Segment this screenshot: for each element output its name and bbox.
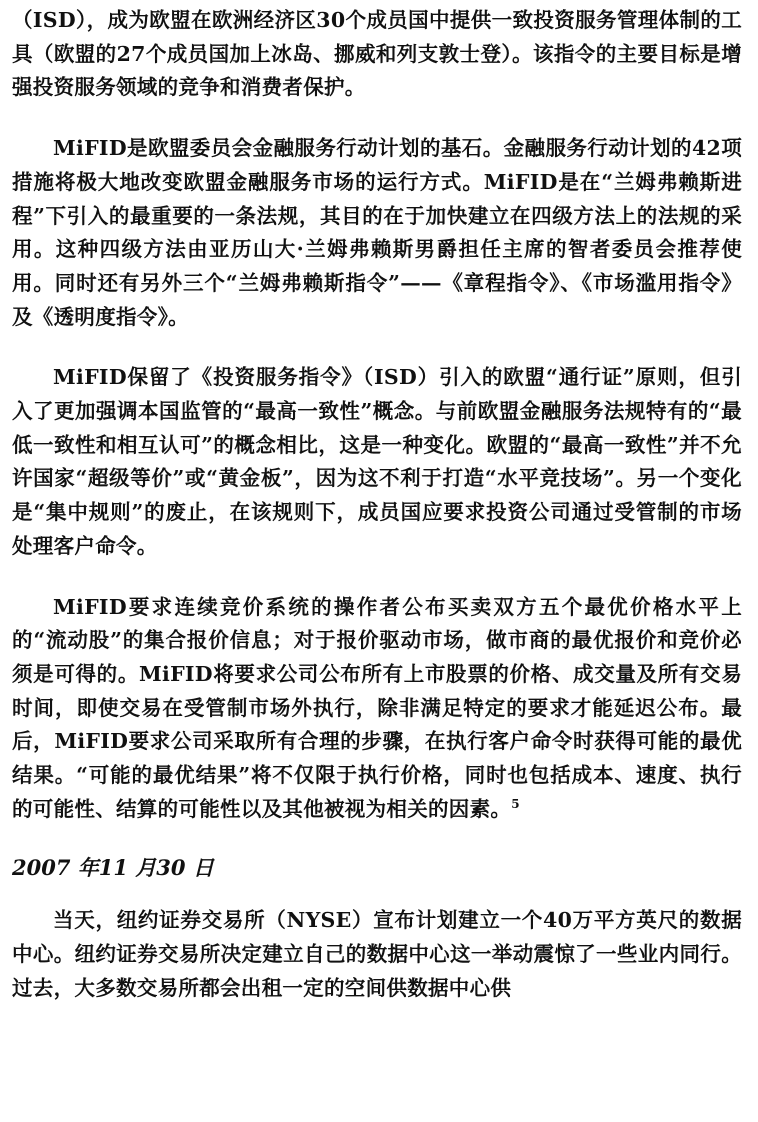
paragraph-gap — [12, 105, 742, 132]
paragraph-mifid-cornerstone: MiFID是欧盟委员会金融服务行动计划的基石。金融服务行动计划的42项措施将极大地改变欧盟金融服务市场的运行方式。MiFID是在“兰姆弗赖斯进程”下引入的最重要的一条法规，其目的在于加快建立在四级方法上的法规的采用。这种四级方法由亚历山大·兰姆弗赖斯男爵担任主席的智者委员会推荐使用。同时还有另外三个“兰姆弗赖斯指令”——《章程指令》、《市场滥用指令》及《透明度指令》。 — [12, 136, 742, 329]
paragraph-text: MiFID要求连续竞价系统的操作者公布买卖双方五个最优价格水平上的“流动股”的集合报价信息；对于报价驱动市场，做市商的最优报价和竞价必须是可得的。MiFID将要求公司公布所有上市股票的价格、成交量及所有交易时间，即使交易在受管制市场外执行，除非满足特定的要求才能延迟公布。最后，MiFID要求公司采取所有合理的步骤，在执行客户命令时获得可能的最优结果。“可能的最优结果”将不仅限于执行价格，同时也包括成本、速度、执行的可能性、结算的可能性以及其他被视为相关的因素。 — [12, 594, 742, 821]
paragraph-isd-intro: （ISD），成为欧盟在欧洲经济区30个成员国中提供一致投资服务管理体制的工具（欧盟的27个成员国加上冰岛、挪威和列支敦士登）。该指令的主要目标是增强投资服务领域的竞争和消费者保护。 — [12, 8, 742, 100]
paragraph-nyse-datacenter: 当天，纽约证券交易所（NYSE）宣布计划建立一个40万平方英尺的数据中心。纽约证券交易所决定建立自己的数据中心这一举动震惊了一些业内同行。过去，大多数交易所都会出租一定的空间供数据中心供 — [12, 908, 742, 1000]
paragraph-mifid-transparency — [12, 591, 742, 827]
paragraph-gap — [12, 334, 742, 361]
section-date-heading: 2007 年11 月30 日 — [12, 855, 214, 881]
footnote-marker: 5 — [511, 796, 520, 811]
paragraph-mifid-passport: MiFID保留了《投资服务指令》（ISD）引入的欧盟“通行证”原则，但引入了更加强调本国监管的“最高一致性”概念。与前欧盟金融服务法规特有的“最低一致性和相互认可”的概念相比，这是一种变化。欧盟的“最高一致性”并不允许国家“超级等价”或“黄金板”，因为这不利于打造“水平竞技场”。另一个变化是“集中规则”的废止，在该规则下，成员国应要求投资公司通过受管制的市场处理客户命令。 — [12, 365, 742, 558]
paragraph-gap — [12, 564, 742, 591]
document-page — [12, 4, 742, 1006]
